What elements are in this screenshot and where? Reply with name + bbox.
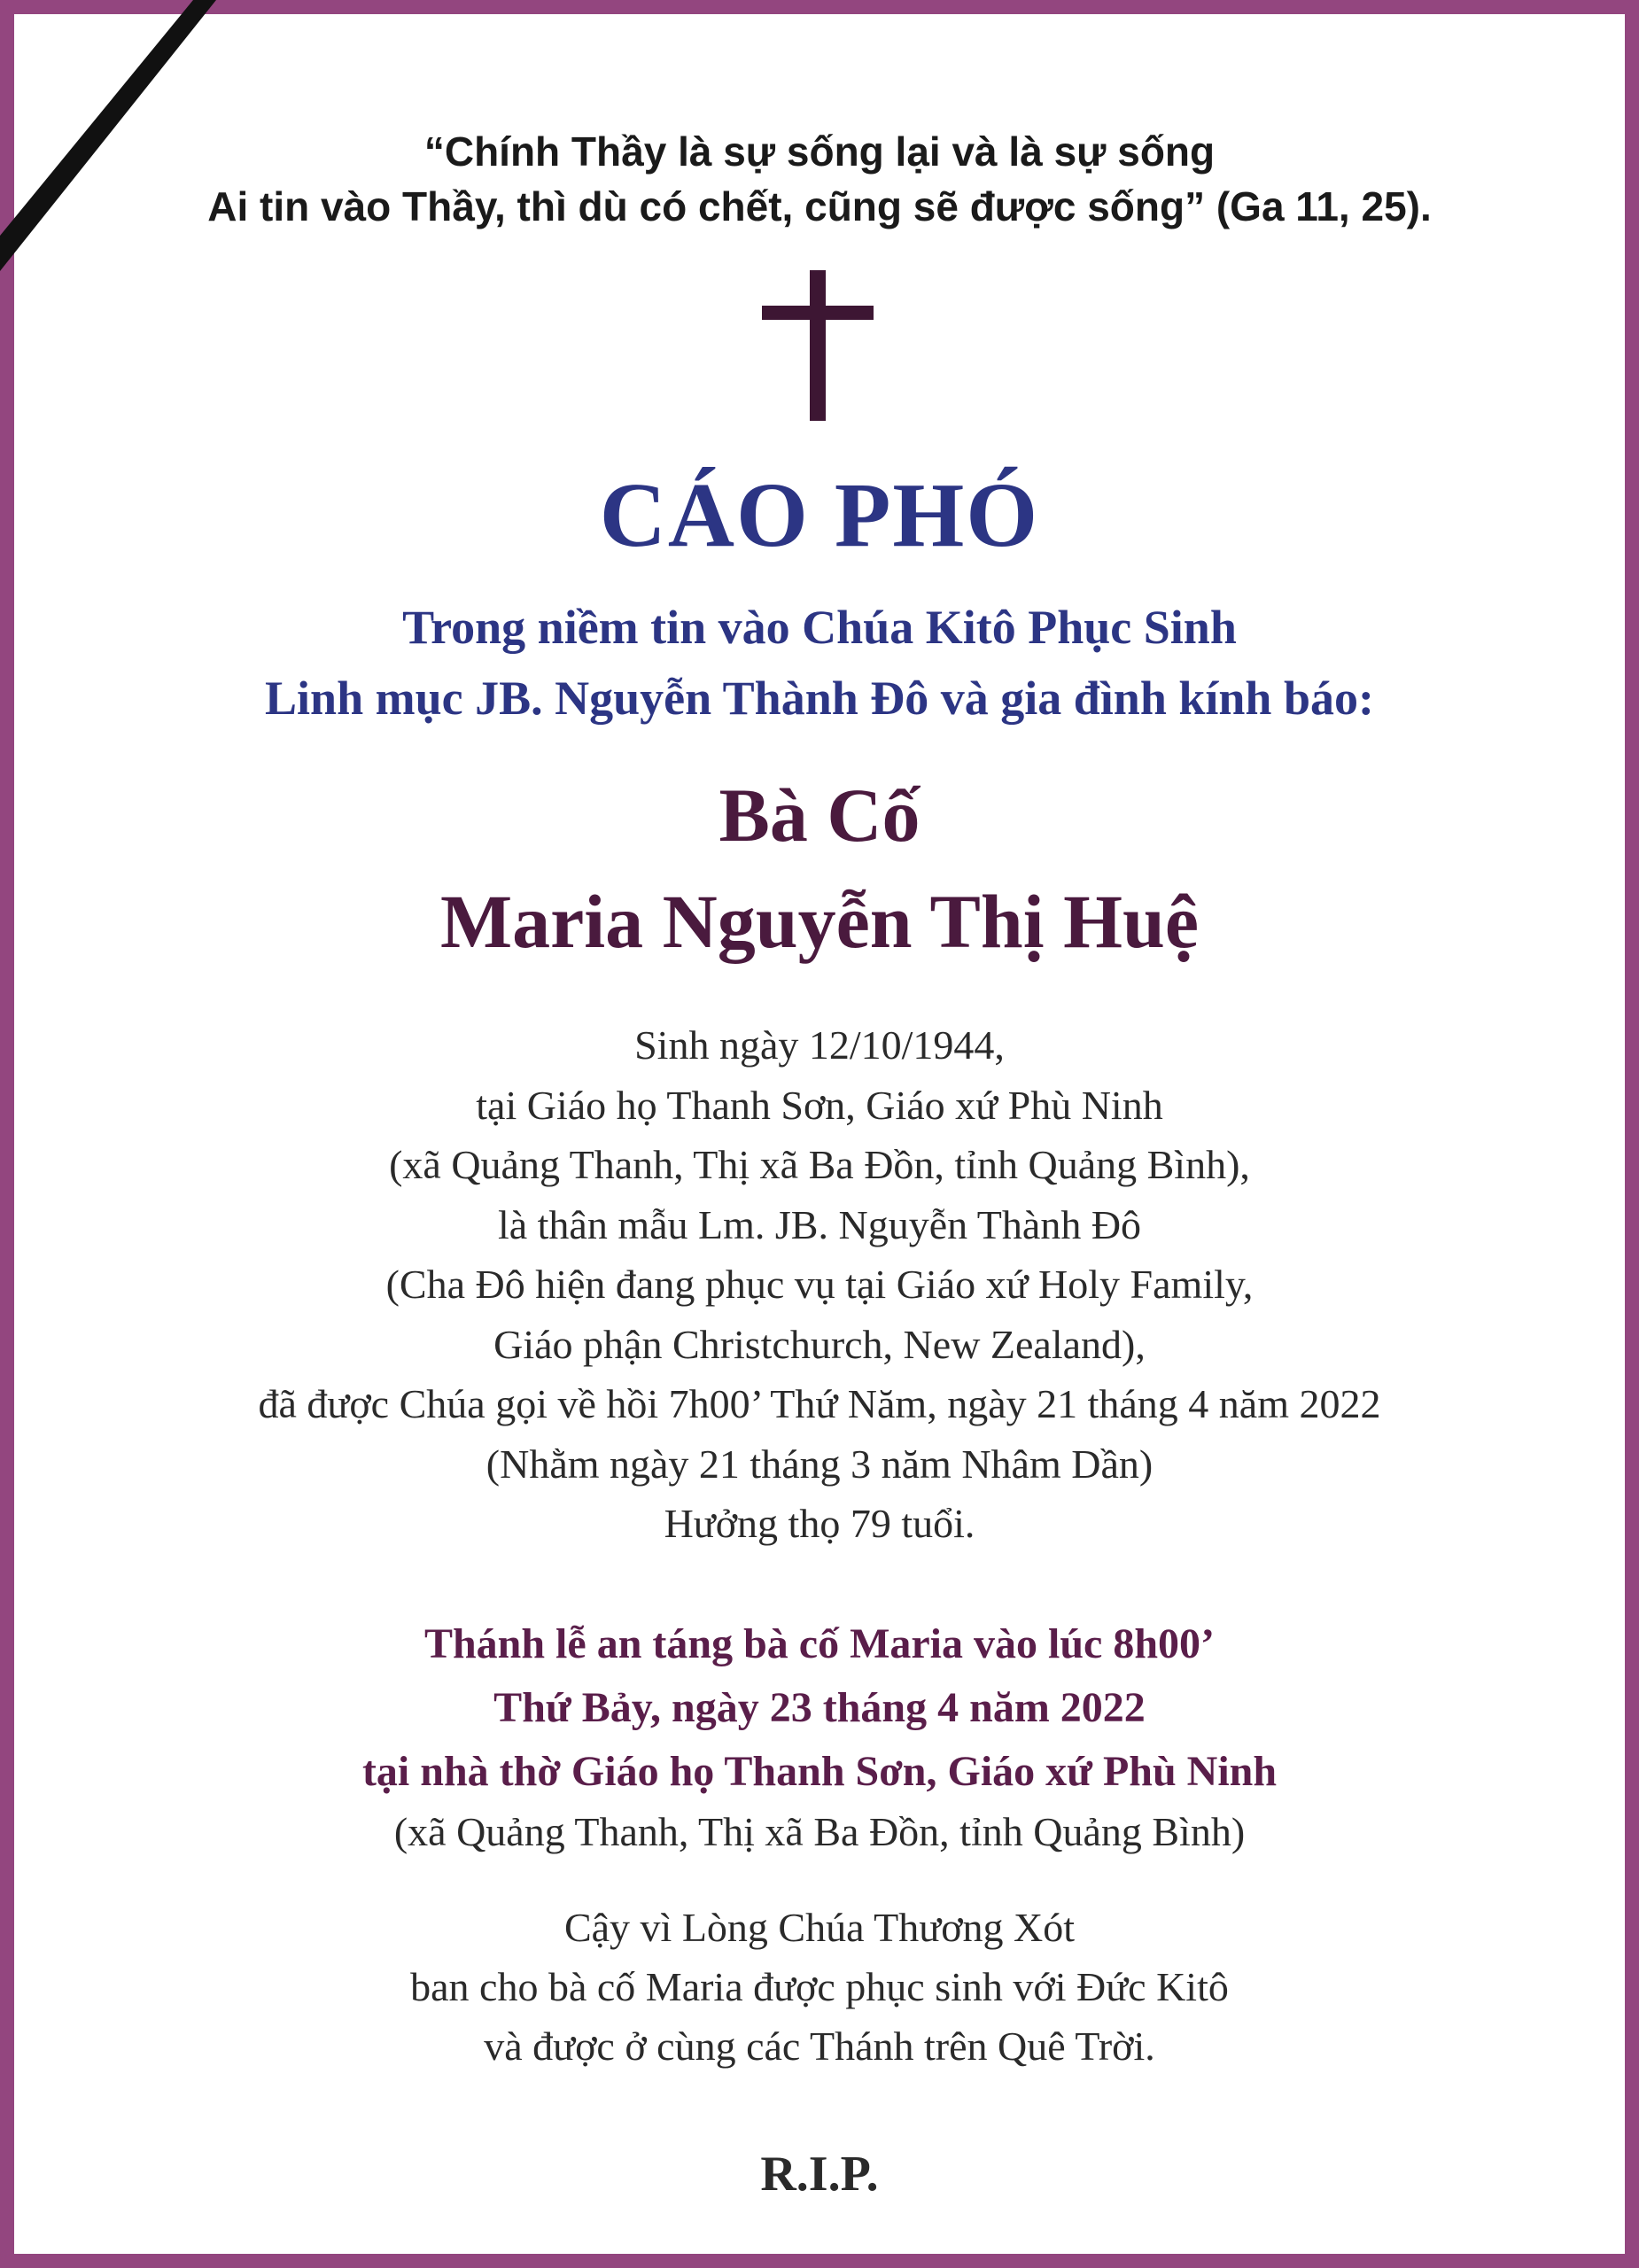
mass-line-1: Thánh lễ an táng bà cố Maria vào lúc 8h00’ [423,1620,1216,1667]
bio-line: Hưởng thọ 79 tuổi. [664,1501,975,1546]
deceased-honorific: Bà Cố [719,773,920,858]
bio-line: là thân mẫu Lm. JB. Nguyễn Thành Đô [497,1201,1142,1247]
verse-line-1: “Chính Thầy là sự sống lại và là sự sống [423,128,1216,175]
bio-line: (xã Quảng Thanh, Thị xã Ba Đồn, tỉnh Quảng Bình), [389,1142,1250,1187]
bio-line: (Nhằm ngày 21 tháng 3 năm Nhâm Dần) [485,1441,1154,1487]
bio-line: tại Giáo họ Thanh Sơn, Giáo xứ Phù Ninh [476,1082,1163,1128]
announcement-intro [0,592,1639,734]
cross-icon [762,270,874,421]
prayer-line: và được ở cùng các Thánh trên Quê Trời. [484,2023,1155,2069]
bio-line: đã được Chúa gọi về hồi 7h00’ Thứ Năm, ngày 21 tháng 4 năm 2022 [258,1381,1381,1426]
mass-address: (xã Quảng Thanh, Thị xã Ba Đồn, tỉnh Quảng Bình) [393,1809,1246,1854]
closing-prayer [0,1898,1639,2076]
page-title: CÁO PHÓ [599,464,1040,566]
rip-text: R.I.P. [760,2147,879,2202]
intro-line-2: Linh mục JB. Nguyễn Thành Đô và gia đình kính báo: [265,672,1374,725]
bio-line: Giáo phận Christchurch, New Zealand), [493,1321,1146,1367]
bio-line: Sinh ngày 12/10/1944, [634,1022,1005,1068]
scripture-verse [0,124,1639,234]
funeral-mass-info [0,1612,1639,1804]
mass-line-3: tại nhà thờ Giáo họ Thanh Sơn, Giáo xứ Phù Ninh [361,1748,1278,1795]
deceased-name: Maria Nguyễn Thị Huệ [439,879,1200,964]
prayer-line: Cậy vì Lòng Chúa Thương Xót [563,1905,1076,1950]
verse-line-2: Ai tin vào Thầy, thì dù có chết, cũng sẽ được sống” (Ga 11, 25). [207,183,1432,229]
bio-line: (Cha Đô hiện đang phục vụ tại Giáo xứ Holy Family, [385,1262,1254,1307]
prayer-line: ban cho bà cố Maria được phục sinh với Đức Kitô [410,1964,1229,2009]
biography [0,1015,1639,1554]
intro-line-1: Trong niềm tin vào Chúa Kitô Phục Sinh [402,601,1237,654]
mass-line-2: Thứ Bảy, ngày 23 tháng 4 năm 2022 [493,1684,1146,1731]
